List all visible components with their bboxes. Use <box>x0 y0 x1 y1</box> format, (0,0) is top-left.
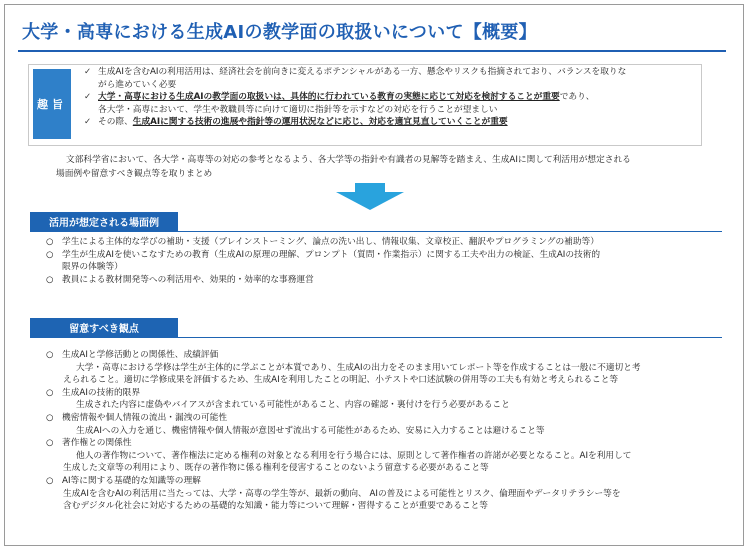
gist-text-segment: 生成AIを含むAIの利用活用は、経済社会を前向きに変えるポテンシャルがある一方、懸念やリスクも指摘されており、バランスを取りな <box>98 67 627 77</box>
point-heading <box>46 349 736 362</box>
point-heading-text: AI等に関する基礎的な知識等の理解 <box>62 475 201 486</box>
gist-text-segment: その際、 <box>98 117 133 127</box>
gist-item <box>84 79 694 92</box>
gist-label: 趣旨 <box>33 69 71 139</box>
check-icon: ✓ <box>84 67 92 77</box>
point-heading <box>46 437 736 450</box>
bullet-circle-icon: ○ <box>46 274 54 285</box>
gist-text-segment: 大学・高専における生成AIの教学面の取扱いは、具体的に行われている教育の実態に応じて対応を検討することが重要 <box>98 92 560 102</box>
bullet-circle-icon: ○ <box>46 387 54 398</box>
summary-line: 場面例や留意すべき観点等を取りまとめ <box>56 168 213 179</box>
bullet-circle-icon: ○ <box>46 237 54 247</box>
summary-line: 文部科学省において、各大学・高専等の対応の参考となるよう、各大学等の指針や有識者の見解等を踏まえ、生成AIに関して利活用が想定される <box>66 155 631 165</box>
uses-section-divider <box>30 231 722 232</box>
gist-item-text <box>98 91 694 104</box>
points-section-heading: 留意すべき観点 <box>30 318 178 337</box>
gist-list <box>84 66 694 129</box>
title-divider <box>18 50 726 52</box>
list-item <box>46 249 726 262</box>
summary-text <box>56 154 736 181</box>
point-heading-text: 著作権との関係性 <box>62 438 132 449</box>
point-heading <box>46 475 736 488</box>
gist-text-segment: 生成AIに関する技術の進展や指針等の運用状況などに応じ、対応を適宜見直していくことが重要 <box>132 117 508 127</box>
uses-list <box>46 236 726 286</box>
gist-item-text <box>98 66 694 79</box>
point-body-text: 生成された内容に虚偽やバイアスが含まれている可能性があること、内容の確認・裏付けを行う必要があること <box>76 400 510 411</box>
list-item <box>46 236 726 249</box>
check-icon <box>84 79 98 92</box>
point-body-text: 含むデジタル化社会に対応するための基礎的な知識・能力等について理解・習得することが重要であること等 <box>63 501 488 512</box>
point-body-text: 他人の著作物について、著作権法に定める権利の対象となる利用を行う場合には、原則として著作権者の許諾が必要となること。AIを利用して <box>76 450 632 461</box>
point-body-text: えられること。適切に学修成果を評価するため、生成AIを利用したことの明記、小テストや口述試験の併用等の工夫も有効と考えられること等 <box>63 375 619 386</box>
page-title: 大学・高専における生成AIの教学面の取扱いについて【概要】 <box>22 22 537 43</box>
point-body-text: 生成AIを含むAIの利活用に当たっては、大学・高専の学生等が、最新の動向、 AIの普及による可能性とリスク、倫理面やデータリテラシー等を <box>63 488 621 499</box>
list-item <box>46 274 726 287</box>
bullet-circle-icon: ○ <box>46 249 54 260</box>
points-list <box>46 349 736 513</box>
gist-item-text <box>98 104 694 117</box>
gist-text-segment: がら進めていく必要 <box>98 79 177 90</box>
bullet-circle-icon: ○ <box>46 350 54 360</box>
point-heading-text: 機密情報や個人情報の流出・漏洩の可能性 <box>62 412 228 423</box>
gist-item-text <box>98 79 694 92</box>
point-body-text: 大学・高専における学修は学生が主体的に学ぶことが本質であり、生成AIの出力をそのまま用いてレポート等を作成することは一般に不適切と考 <box>76 362 641 373</box>
point-heading <box>46 412 736 425</box>
point-body-text: 生成AIへの入力を通じ、機密情報や個人情報が意図せず流出する可能性があるため、安易に入力することは避けること等 <box>76 425 545 436</box>
uses-section-heading: 活用が想定される場面例 <box>30 212 178 231</box>
list-item-text: 学生が生成AIを使いこなすための教育（生成AIの原理の理解、プロンプト（質問・作業指示）に関する工夫や出力の検証、生成AIの技術的 <box>62 249 601 260</box>
list-item-text: 学生による主体的な学びの補助・支援（ブレインストーミング、論点の洗い出し、情報収集、文章校正、翻訳やプログラミングの補助等） <box>62 237 599 247</box>
gist-item-text <box>98 116 694 129</box>
bullet-circle-icon <box>46 261 62 274</box>
point-body-text: 生成した文章等の利用により、既存の著作物に係る権利を侵害することのないよう留意する必要があること等 <box>63 463 489 474</box>
gist-item <box>84 116 694 129</box>
bullet-circle-icon: ○ <box>46 475 54 486</box>
bullet-circle-icon: ○ <box>46 412 54 423</box>
gist-text-segment: であり、 <box>559 92 595 102</box>
check-icon: ✓ <box>84 92 92 102</box>
gist-item <box>84 66 694 79</box>
point-heading-text: 生成AIと学修活動との関係性、成績評価 <box>62 350 219 360</box>
point-heading <box>46 387 736 400</box>
down-arrow-head-icon <box>336 192 404 210</box>
bullet-circle-icon: ○ <box>46 438 54 449</box>
gist-item <box>84 104 694 117</box>
points-section-divider <box>30 337 722 338</box>
gist-text-segment: 各大学・高専において、学生や教職員等に向けて適切に指針等を示すなどの対応を行うことが望ましい <box>98 104 498 115</box>
check-icon <box>84 104 98 117</box>
gist-item <box>84 91 694 104</box>
list-item-text: 限界の体験等） <box>62 262 123 272</box>
list-item-text: 教員による教材開発等への利活用や、効果的・効率的な事務運営 <box>62 274 314 285</box>
point-heading-text: 生成AIの技術的限界 <box>62 387 141 398</box>
list-item <box>46 261 726 274</box>
check-icon: ✓ <box>84 117 92 127</box>
down-arrow-icon <box>355 183 385 192</box>
